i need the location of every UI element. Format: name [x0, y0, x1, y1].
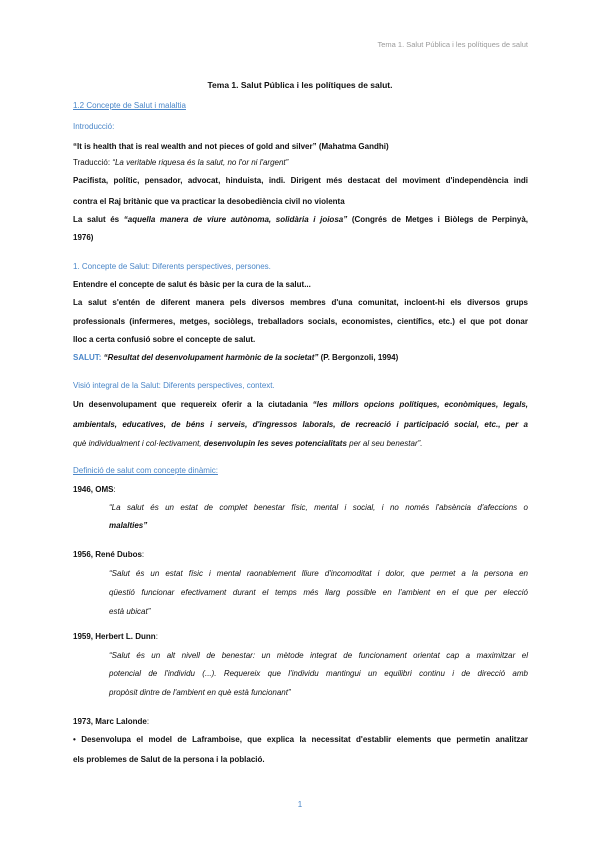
author-colon: : — [141, 550, 145, 559]
definition-author — [73, 549, 528, 560]
definition-author — [73, 631, 528, 642]
translation-text: “La veritable riquesa és la salut, no l'or ni l'argent” — [112, 158, 289, 167]
bergonzoli-line — [73, 352, 528, 363]
definition-quote: està ubicat” — [109, 607, 151, 616]
section-heading-perspectives: 1. Concepte de Salut: Diferents perspectives, persones. — [73, 262, 271, 271]
author-name: 1946, OMS — [73, 485, 114, 494]
translation-label: Traducció: — [73, 158, 113, 167]
salut-label: SALUT: — [73, 353, 104, 362]
author-name: 1956, René Dubos — [73, 550, 142, 559]
definition-quote: malalties” — [109, 521, 148, 530]
paragraph-line: ambientals, educatives, de béns i serveis, d'ingressos laborals, de recreació i participació social, etc., per a — [73, 420, 528, 429]
definition-quote: potencial de l'individu (...). Requereix que l'individu mantingui un equilibri continu i de direcció amb — [109, 669, 528, 678]
salut-suffix: (Congrés de Metges i Biòlegs de Perpinyà, — [347, 215, 528, 224]
paragraph-line — [73, 399, 528, 410]
text-run: què individualment i col·lectivament, — [73, 439, 204, 448]
author-colon: : — [155, 632, 158, 641]
bullet-line: • Desenvolupa el model de Laframboise, que explica la necessitat d'establir elements que permetin analitzar — [73, 735, 528, 744]
text-run: Un desenvolupament que requereix oferir a la ciutadania — [73, 400, 313, 409]
salut-year: 1976) — [73, 233, 94, 242]
bullet-line: els problemes de Salut de la persona i la població. — [73, 755, 265, 764]
paragraph-line: lloc a certa confusió sobre el concepte de salut. — [73, 335, 256, 344]
gandhi-bio-line: Pacifista, polític, pensador, advocat, hinduista, indi. Dirigent més destacat del moviment d'independència indi — [73, 176, 528, 185]
bergonzoli-quote: “Resultat del desenvolupament harmònic de la societat” — [103, 353, 319, 362]
section-heading-visio: Visió integral de la Salut: Diferents perspectives, context. — [73, 381, 275, 390]
author-colon: : — [113, 485, 116, 494]
page-title: Tema 1. Salut Pública i les polítiques de salut. — [207, 80, 393, 90]
definition-quote: “La salut és un estat de complet benestar físic, mental i social, i no només l'absència d'afeccions o — [109, 503, 528, 512]
author-name: 1959, Herbert L. Dunn — [73, 632, 156, 641]
section-heading-concepte: 1.2 Concepte de Salut i malaltia — [73, 101, 186, 110]
translation-line — [73, 157, 528, 168]
definition-author — [73, 484, 528, 495]
gandhi-quote: “It is health that is real wealth and not pieces of gold and silver” (Mahatma Gandhi) — [73, 142, 389, 151]
paragraph-line: professionals (infermeres, metges, sociòlegs, treballadors socials, economistes, científics, etc.) el que pot donar — [73, 317, 528, 326]
author-colon: : — [146, 717, 150, 726]
paragraph-line — [73, 438, 528, 449]
subheading-introduccio: Introducció: — [73, 122, 115, 131]
definition-quote: qüestió funcionar efectivament durant el temps més llarg possible en l'ambient en el que per elecció — [109, 588, 528, 597]
definition-quote: “Salut és un estat físic i mental raonablement lliure d'incomoditat i dolor, que permet a la persona en — [109, 569, 528, 578]
salut-quote: “aquella manera de viure autònoma, solidària i joiosa” — [123, 215, 348, 224]
text-run: desenvolupin les seves potencialitats — [203, 439, 347, 448]
section-heading-definicio: Definició de salut com concepte dinàmic: — [73, 466, 218, 475]
salut-prefix: La salut és — [73, 215, 124, 224]
gandhi-bio-line: contra el Raj britànic que va practicar la desobediència civil no violenta — [73, 197, 345, 206]
author-name: 1973, Marc Lalonde — [73, 717, 147, 726]
running-header: Tema 1. Salut Pública i les polítiques de salut — [377, 40, 528, 49]
paragraph-line: Entendre el concepte de salut és bàsic per la cura de la salut... — [73, 280, 311, 289]
text-run: “les millors opcions polítiques, econòmiques, legals, — [312, 400, 529, 409]
definition-author — [73, 716, 528, 727]
definition-quote: “Salut és un alt nivell de benestar: un mètode integrat de funcionament orientat cap a maximitzar el — [109, 651, 528, 660]
bergonzoli-ref: (P. Bergonzoli, 1994) — [318, 353, 399, 362]
paragraph-line: La salut s'entén de diferent manera pels diversos membres d'una comunitat, incloent-hi els diversos grups — [73, 298, 528, 307]
salut-definition-line — [73, 214, 528, 225]
text-run: per al seu benestar”. — [346, 439, 423, 448]
definition-quote: propòsit dintre de l'ambient en què està funcionant” — [109, 688, 291, 697]
page-number: 1 — [297, 800, 303, 809]
